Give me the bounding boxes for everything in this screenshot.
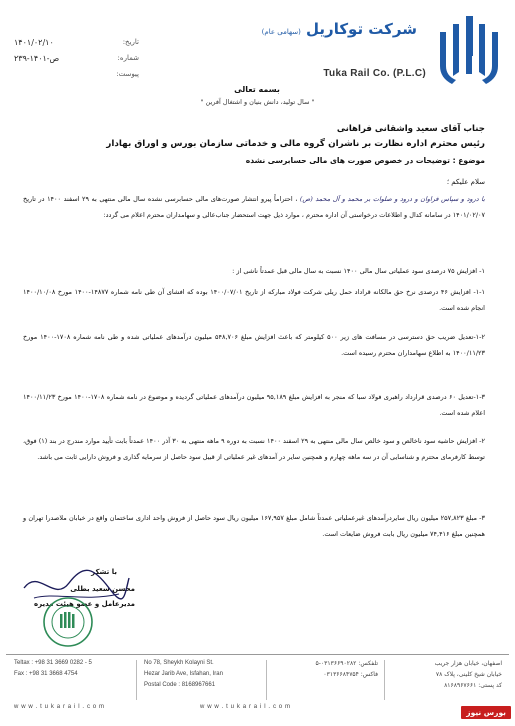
company-name-en: Tuka Rail Co. (P.L.C): [323, 68, 426, 79]
footer-postal-en: Postal Code : 8168967661: [144, 682, 216, 688]
company-stamp-icon: [42, 596, 94, 648]
bismillah: بسمه تعالی: [234, 85, 280, 94]
company-type-fa: (سهامی عام): [261, 28, 301, 36]
footer-fax-fa: فاکس: ۰۳۱۳۶۶۸۴۷۵۴: [323, 671, 378, 678]
company-name-fa: [257, 20, 417, 38]
footer-tel-fa: تلفکس: ۰۳۱۳۶۶۹۰۲۸۲-۵: [315, 660, 378, 667]
number-row: [14, 50, 139, 66]
attachment-row: [14, 66, 139, 82]
addressee-name: جناب آقای سعید واشقانی فراهانی: [336, 124, 485, 134]
closing-thanks: با تشکر: [91, 568, 117, 576]
item-3: ۳- مبلغ ۲۵۷,۸۲۳ میلیون ریال سایردرآمدهای غیرعملیاتی عمدتاً شامل مبلغ ۱۶۷,۹۵۷ میلیون ریال سود حاصل از فروش واحد اداری ساختمان واقع در خیابان ملاصدرا تهران و همچنین مبلغ ۷۴,۴۱۶ میلیون ریال بابت فروش ضایعات است.: [23, 514, 485, 538]
company-name-fa-text: شرکت توکاریل: [306, 20, 417, 38]
footer-address-en-2: Hezar Jarib Ave, Isfahan, Iran: [144, 671, 223, 677]
footer-divider: [6, 654, 509, 655]
signer-title: مدیرعامل و عضو هیئت مدیره: [34, 600, 135, 608]
footer-website-mid: w w w . t u k a r a i l . c o m: [200, 704, 291, 710]
footer-address-fa-1: اصفهان، خیابان هزار جریب: [434, 660, 502, 667]
footer-address-fa-2: خیابان شیخ کلینی، پلاک ۷۸: [435, 671, 502, 678]
footer-separator: [384, 660, 385, 700]
signer-name: محسن سعید بطلی: [70, 585, 135, 593]
letter-meta: [14, 34, 139, 82]
item-1-1: ۱-۱- افزایش ۴۶ درصدی نرخ حق مالکانه قراداد حمل ریلی شرکت فولاد مبارکه از تاریخ ۱۴۰۰/۰۷/۰۱ بوده که افشای آن طی نامه شماره ۱۴۸۷۷-۱۴۰۰ مورخ ۱۴۰۰/۱۰/۰۸ انجام شده است.: [23, 288, 486, 312]
intro-text: ، احتراماً پیرو انتشار صورت‌های مالی حسابرسی نشده سال مالی منتهی به ۲۹ اسفند ۱۴۰۰ در تاریخ ۱۴۰۱/۰۲/۰۷ در سامانه کدال و اطلاعات درخواستی آن اداره محترم ، موارد ذیل جهت استحضار جناب‌عالی و سهامداران محترم اعلام می گردد:: [23, 195, 485, 219]
date-value: ۱۴۰۱/۰۲/۱۰: [14, 37, 54, 47]
footer-contact-fa: [270, 658, 378, 680]
handwritten-intro: با درود و سپاس فراوان و درود و صلوات بر محمد و آل محمد (ص): [299, 195, 485, 203]
footer-contact-en: [14, 658, 124, 680]
footer-address-en: [144, 658, 264, 691]
addressee-title: رئیس محترم اداره نظارت بر ناشران گروه مالی و خدماتی سازمان بورس و اوراق بهادار: [106, 139, 485, 149]
year-motto: " سال تولید، دانش بنیان و اشتغال آفرین ": [200, 98, 315, 106]
source-watermark: بورس نیوز: [461, 706, 511, 719]
footer-address-fa: [392, 658, 502, 691]
number-label: شماره:: [117, 54, 139, 62]
intro-paragraph: [23, 192, 485, 223]
date-label: تاریخ:: [122, 38, 139, 46]
date-row: [14, 34, 139, 50]
attachment-label: پیوست:: [116, 70, 139, 78]
item-1-3: ۱-۳-تعدیل ۶۰ درصدی قرارداد راهبری فولاد سبا که منجر به افزایش مبلغ ۹۵,۱۸۹ میلیون درآمدهای عملیاتی گردیده و موضوع در نامه شماره ۱۷۰۸-۱۴۰۰ مورخ ۱۴۰۰/۱۱/۲۳ اعلام شده است.: [23, 393, 486, 417]
footer-tel-en: Teltax : +98 31 3669 0282 - 5: [14, 660, 92, 666]
item-1: ۱- افزایش ۷۵ درصدی سود عملیاتی سال مالی ۱۴۰۰ نسبت به سال مالی قبل عمدتاً ناشی از :: [232, 267, 485, 275]
footer-website-en: w w w . t u k a r a i l . c o m: [14, 704, 105, 710]
item-1-2: ۱-۲-تعدیل ضریب حق دسترسی در مسافت های زیر ۵۰۰ کیلومتر که باعث افزایش مبلغ ۵۴۸,۷۰۶ میلیون درآمدهای عملیاتی شده و طی نامه شماره ۱۷۰۸-۱۴۰۰ مورخ ۱۴۰۰/۱۱/۲۳ به اطلاع سهامداران محترم رسیده است.: [23, 333, 485, 357]
tuka-rail-logo-icon: [432, 14, 500, 86]
greeting: سلام علیکم ؛: [446, 178, 485, 186]
letter-subject: موضوع : توضیحات در خصوص صورت های مالی حسابرسی نشده: [245, 156, 485, 165]
footer-fax-en: Fax : +98 31 3668 4754: [14, 671, 78, 677]
number-value: ص-۱۴۰۱-۲۳۹: [14, 53, 60, 63]
footer-address-en-1: No 78, Sheykh Kolayni St.: [144, 660, 214, 666]
footer-postal-fa: کد پستی: ۸۱۶۸۹۶۷۶۶۱: [444, 682, 502, 689]
footer-separator: [266, 660, 267, 700]
item-2: ۲- افزایش حاشیه سود ناخالص و سود خالص سال مالی منتهی به ۲۹ اسفند ۱۴۰۰ نسبت به دوره ۹ ماهه منتهی به ۳۰ آذر ۱۴۰۰ عمدتاً بابت تأیید موارد مندرج در بند (۱) فوق، توسط کارفرمای محترم و شناسایی آن در سه ماهه چهارم و همچنین سایر در آمدهای غیر عملیاتی از قبیل سود حاصل از سرمایه گذاری و فروش دارایی ثابت می باشد.: [23, 437, 485, 461]
footer-separator: [136, 660, 137, 700]
